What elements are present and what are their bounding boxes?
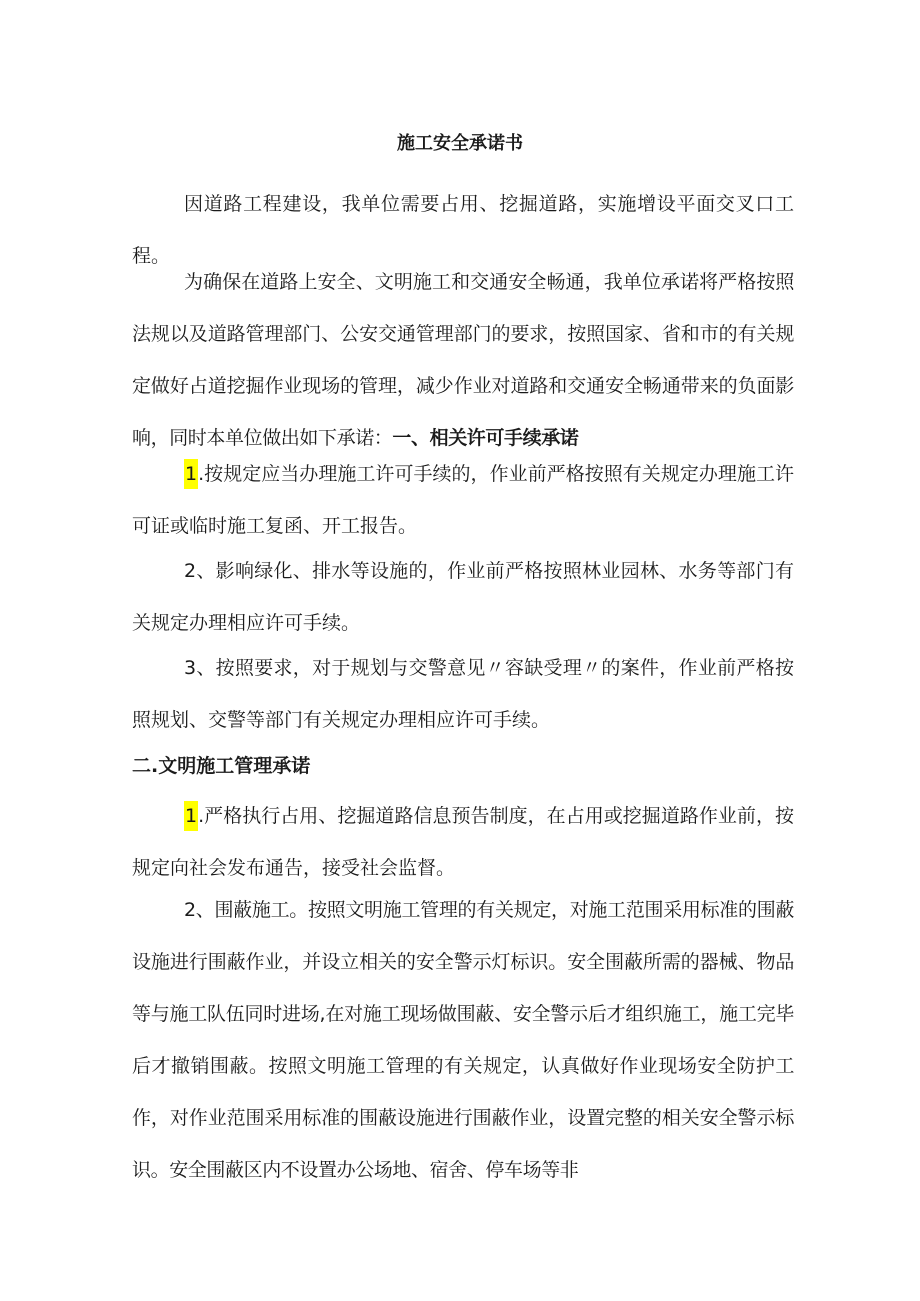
item-text: .按规定应当办理施工许可手续的，作业前严格按照有关规定办理施工许可证或临时施工复函、开工报告。 [132, 463, 794, 537]
section2-item-1 [132, 790, 794, 894]
section1-item-2: 2、影响绿化、排水等设施的，作业前严格按照林业园林、水务等部门有关规定办理相应许可手续。 [132, 560, 794, 634]
document-title: 施工安全承诺书 [397, 133, 523, 154]
section2-item-2: 2、围蔽施工。按照文明施工管理的有关规定，对施工范围采用标准的围蔽设施进行围蔽作业，并设立相关的安全警示灯标识。安全围蔽所需的器械、物品等与施工队伍同时进场,在对施工现场做围蔽、安全警示后才组织施工，施工完毕后才撤销围蔽。按照文明施工管理的有关规定，认真做好作业现场安全防护工作，对作业范围采用标准的围蔽设施进行围蔽作业，设置完整的相关安全警示标识。安全围蔽区内不设置办公场地、宿舍、停车场等非 [132, 899, 794, 1181]
section1-item-3: 3、按照要求，对于规划与交警意见〃容缺受理〃的案件，作业前严格按照规划、交警等部门有关规定办理相应许可手续。 [132, 657, 794, 731]
commitment-paragraph [132, 256, 794, 464]
item-text: .严格执行占用、挖掘道路信息预告制度，在占用或挖掘道路作业前，按规定向社会发布通告，接受社会监督。 [132, 805, 794, 879]
item-number-highlight: 1 [184, 801, 198, 831]
commitment-text: 为确保在道路上安全、文明施工和交通安全畅通，我单位承诺将严格按照法规以及道路管理部门、公安交通管理部门的要求，按照国家、省和市的有关规定做好占道挖掘作业现场的管理，减少作业对道路和交通安全畅通带来的负面影响，同时本单位做出如下承诺： [132, 271, 794, 449]
intro-paragraph: 因道路工程建设，我单位需要占用、挖掘道路，实施增设平面交叉口工程。 [132, 193, 794, 267]
section1-item-1 [132, 448, 794, 552]
item-number-highlight: 1 [184, 459, 198, 489]
section2-heading: 二.文明施工管理承诺 [132, 755, 311, 777]
section1-heading: 一、相关许可手续承诺 [392, 427, 579, 449]
